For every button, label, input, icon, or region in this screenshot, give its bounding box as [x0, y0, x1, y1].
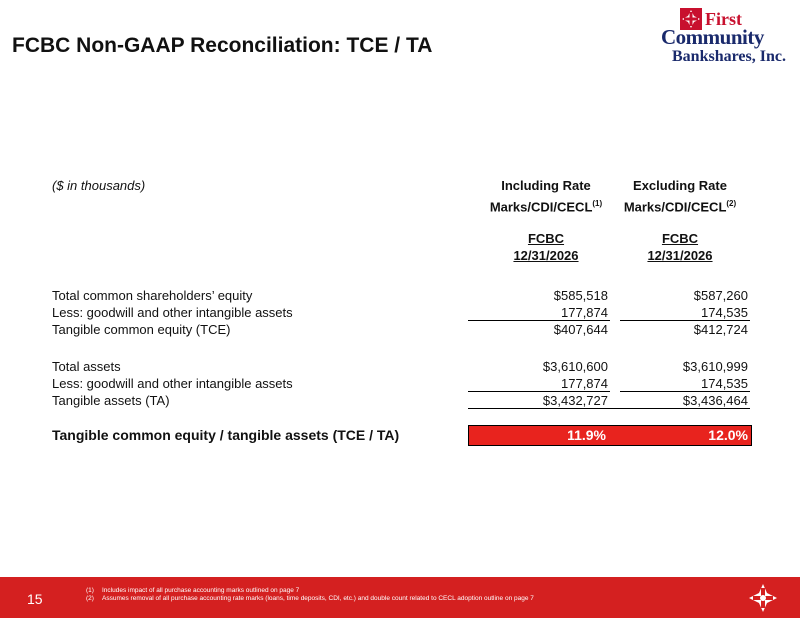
column-header-line1: Including Rate [501, 178, 591, 193]
column-entity: FCBC [527, 231, 565, 247]
page-number: 15 [27, 591, 43, 607]
cell-value: 174,535 [701, 305, 748, 320]
footer-bar [0, 577, 800, 618]
cell-value: 177,874 [561, 376, 608, 391]
row-label-total-assets: Total assets [52, 359, 121, 374]
column-date: 12/31/2026 [513, 248, 579, 264]
cell-value: 174,535 [701, 376, 748, 391]
subtotal-rule [620, 391, 750, 392]
footnote-text: Includes impact of all purchase accounting marks outlined on page 7 [102, 587, 300, 594]
footnote-number: (1) [86, 587, 94, 594]
footer-logo-icon [746, 581, 780, 615]
column-header-excluding [600, 178, 760, 263]
logo-text-bankshares: Bankshares, Inc. [672, 48, 786, 65]
logo-text-first: First [705, 9, 742, 29]
footnote [86, 595, 534, 602]
footnote-ref: (1) [592, 199, 603, 208]
footnote-ref: (2) [726, 199, 737, 208]
company-logo [656, 8, 796, 68]
footnote-number: (2) [86, 595, 94, 602]
cell-value: $3,432,727 [542, 393, 608, 408]
column-header-line2: Marks/CDI/CECL$^{(1)}$ [489, 199, 603, 215]
column-header-line2: Marks/CDI/CECL$^{(2)}$ [623, 199, 737, 215]
row-label-ta: Tangible assets (TA) [52, 393, 170, 408]
subtotal-rule [468, 320, 610, 321]
row-label-goodwill: Less: goodwill and other intangible assets [52, 376, 293, 391]
column-header-line1: Excluding Rate [633, 178, 727, 193]
subtotal-rule [468, 391, 610, 392]
cell-value: $3,610,999 [682, 359, 748, 374]
ratio-value: 11.9% [567, 427, 606, 443]
cell-value: $3,436,464 [682, 393, 748, 408]
ratio-label: Tangible common equity / tangible assets (TCE / TA) [52, 427, 400, 443]
units-label: ($ in thousands) [52, 178, 146, 193]
cell-value: $587,260 [693, 288, 748, 303]
page-title: FCBC Non-GAAP Reconciliation: TCE / TA [12, 34, 433, 57]
total-rule [468, 408, 750, 409]
row-label-goodwill: Less: goodwill and other intangible assets [52, 305, 293, 320]
cell-value: 177,874 [561, 305, 608, 320]
footnote [86, 587, 299, 594]
column-date: 12/31/2026 [647, 248, 713, 264]
cell-value: $407,644 [553, 322, 608, 337]
cell-value: $3,610,600 [542, 359, 608, 374]
row-label-equity: Total common shareholders’ equity [52, 288, 253, 303]
logo-text-community: Community [661, 25, 764, 49]
column-entity: FCBC [661, 231, 699, 247]
ratio-value: 12.0% [708, 427, 748, 443]
cell-value: $412,724 [693, 322, 748, 337]
subtotal-rule [620, 320, 750, 321]
row-label-tce: Tangible common equity (TCE) [52, 322, 231, 337]
cell-value: $585,518 [553, 288, 608, 303]
footnote-text: Assumes removal of all purchase accounting rate marks (loans, time deposits, CDI, etc.) and double count related to CECL adoption outline on page 7 [102, 595, 534, 602]
